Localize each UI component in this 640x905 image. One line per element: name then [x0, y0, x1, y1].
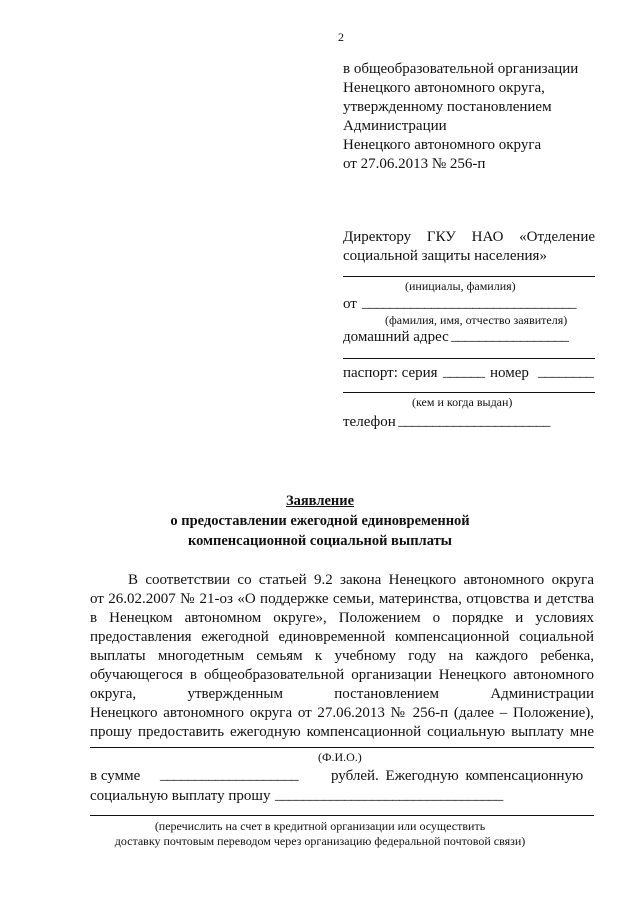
body-paragraph: [90, 571, 594, 742]
passport-series-field[interactable]: ______: [443, 364, 485, 380]
phone-field[interactable]: ______________________: [398, 413, 550, 429]
sum-rest: рублей. Ежегодную компенсационную: [331, 768, 584, 784]
approval-line: Администрации: [343, 118, 447, 134]
body-line: выплаты многодетным семьям к учебному году на каждого ребенка,: [90, 648, 594, 664]
body-line: предоставления ежегодной единовременной компенсационной социальной: [90, 629, 594, 645]
from-field[interactable]: _______________________________: [362, 295, 576, 311]
fio-line[interactable]: [90, 747, 594, 748]
sum-label: в сумме: [90, 768, 141, 784]
body-line: обучающегося в общеобразовательной организации Ненецкого автономного: [90, 667, 594, 683]
page-number: 2: [338, 30, 344, 44]
applicant-caption: (фамилия, имя, отчество заявителя): [385, 313, 568, 327]
body-line: округа, утвержденным постановлением Администрации: [90, 686, 594, 702]
footer-caption-2: доставку почтовым переводом через организацию федеральной почтовой связи): [114, 834, 526, 848]
passport-number-label: номер: [490, 365, 529, 381]
payment-field[interactable]: _________________________________: [275, 787, 503, 803]
heading-line: о предоставлении ежегодной единовременной: [170, 513, 470, 529]
body-line: В соответствии со статьей 9.2 закона Ненецкого автономного округа: [128, 572, 594, 588]
body-line: от 26.02.2007 № 21-оз «О поддержке семьи, материнства, отцовства и детства: [90, 591, 594, 607]
approval-line: Ненецкого автономного округа: [343, 137, 542, 153]
fio-caption: (Ф.И.О.): [318, 750, 362, 764]
initials-underline[interactable]: [343, 276, 595, 277]
issued-caption: (кем и когда выдан): [412, 395, 513, 409]
body-line: Ненецкого автономного округа от 27.06.2013 № 256-п (далее – Положение),: [90, 705, 594, 721]
home-address-label: домашний адрес: [343, 329, 449, 345]
body-line: прошу предоставить ежегодную компенсационной социальную выплату мне: [90, 724, 594, 740]
document-heading: [0, 491, 640, 551]
approval-line: от 27.06.2013 № 256-п: [343, 156, 486, 172]
approval-line: Ненецкого автономного округа,: [343, 80, 545, 96]
passport-series-label: паспорт: серия: [343, 365, 438, 381]
payment-continuation-line[interactable]: [90, 815, 594, 816]
address-continuation-line[interactable]: [343, 358, 595, 359]
approval-block: [343, 60, 578, 174]
addressee-line-2: социальной защиты населения»: [343, 248, 547, 264]
addressee-line-1: Директору ГКУ НАО «Отделение: [343, 229, 595, 245]
phone-label: телефон: [343, 414, 396, 430]
passport-number-field[interactable]: ________: [538, 364, 594, 380]
approval-line: утвержденному постановлением: [343, 99, 552, 115]
passport-issued-line[interactable]: [343, 392, 595, 393]
heading-line: компенсационной социальной выплаты: [187, 533, 453, 549]
footer-caption-1: (перечислить на счет в кредитной организации или осуществить: [154, 819, 486, 833]
body-line: в Ненецком автономном округе», Положением о порядке и условиях: [90, 610, 594, 626]
sum-field[interactable]: ____________________: [160, 767, 299, 783]
initials-caption: (инициалы, фамилия): [405, 279, 516, 293]
payment-label: социальную выплату прошу: [90, 788, 271, 804]
approval-line: в общеобразовательной организации: [343, 61, 579, 77]
from-label: от: [343, 296, 357, 312]
heading-title: Заявление: [285, 493, 355, 509]
home-address-field[interactable]: _________________: [451, 328, 569, 344]
